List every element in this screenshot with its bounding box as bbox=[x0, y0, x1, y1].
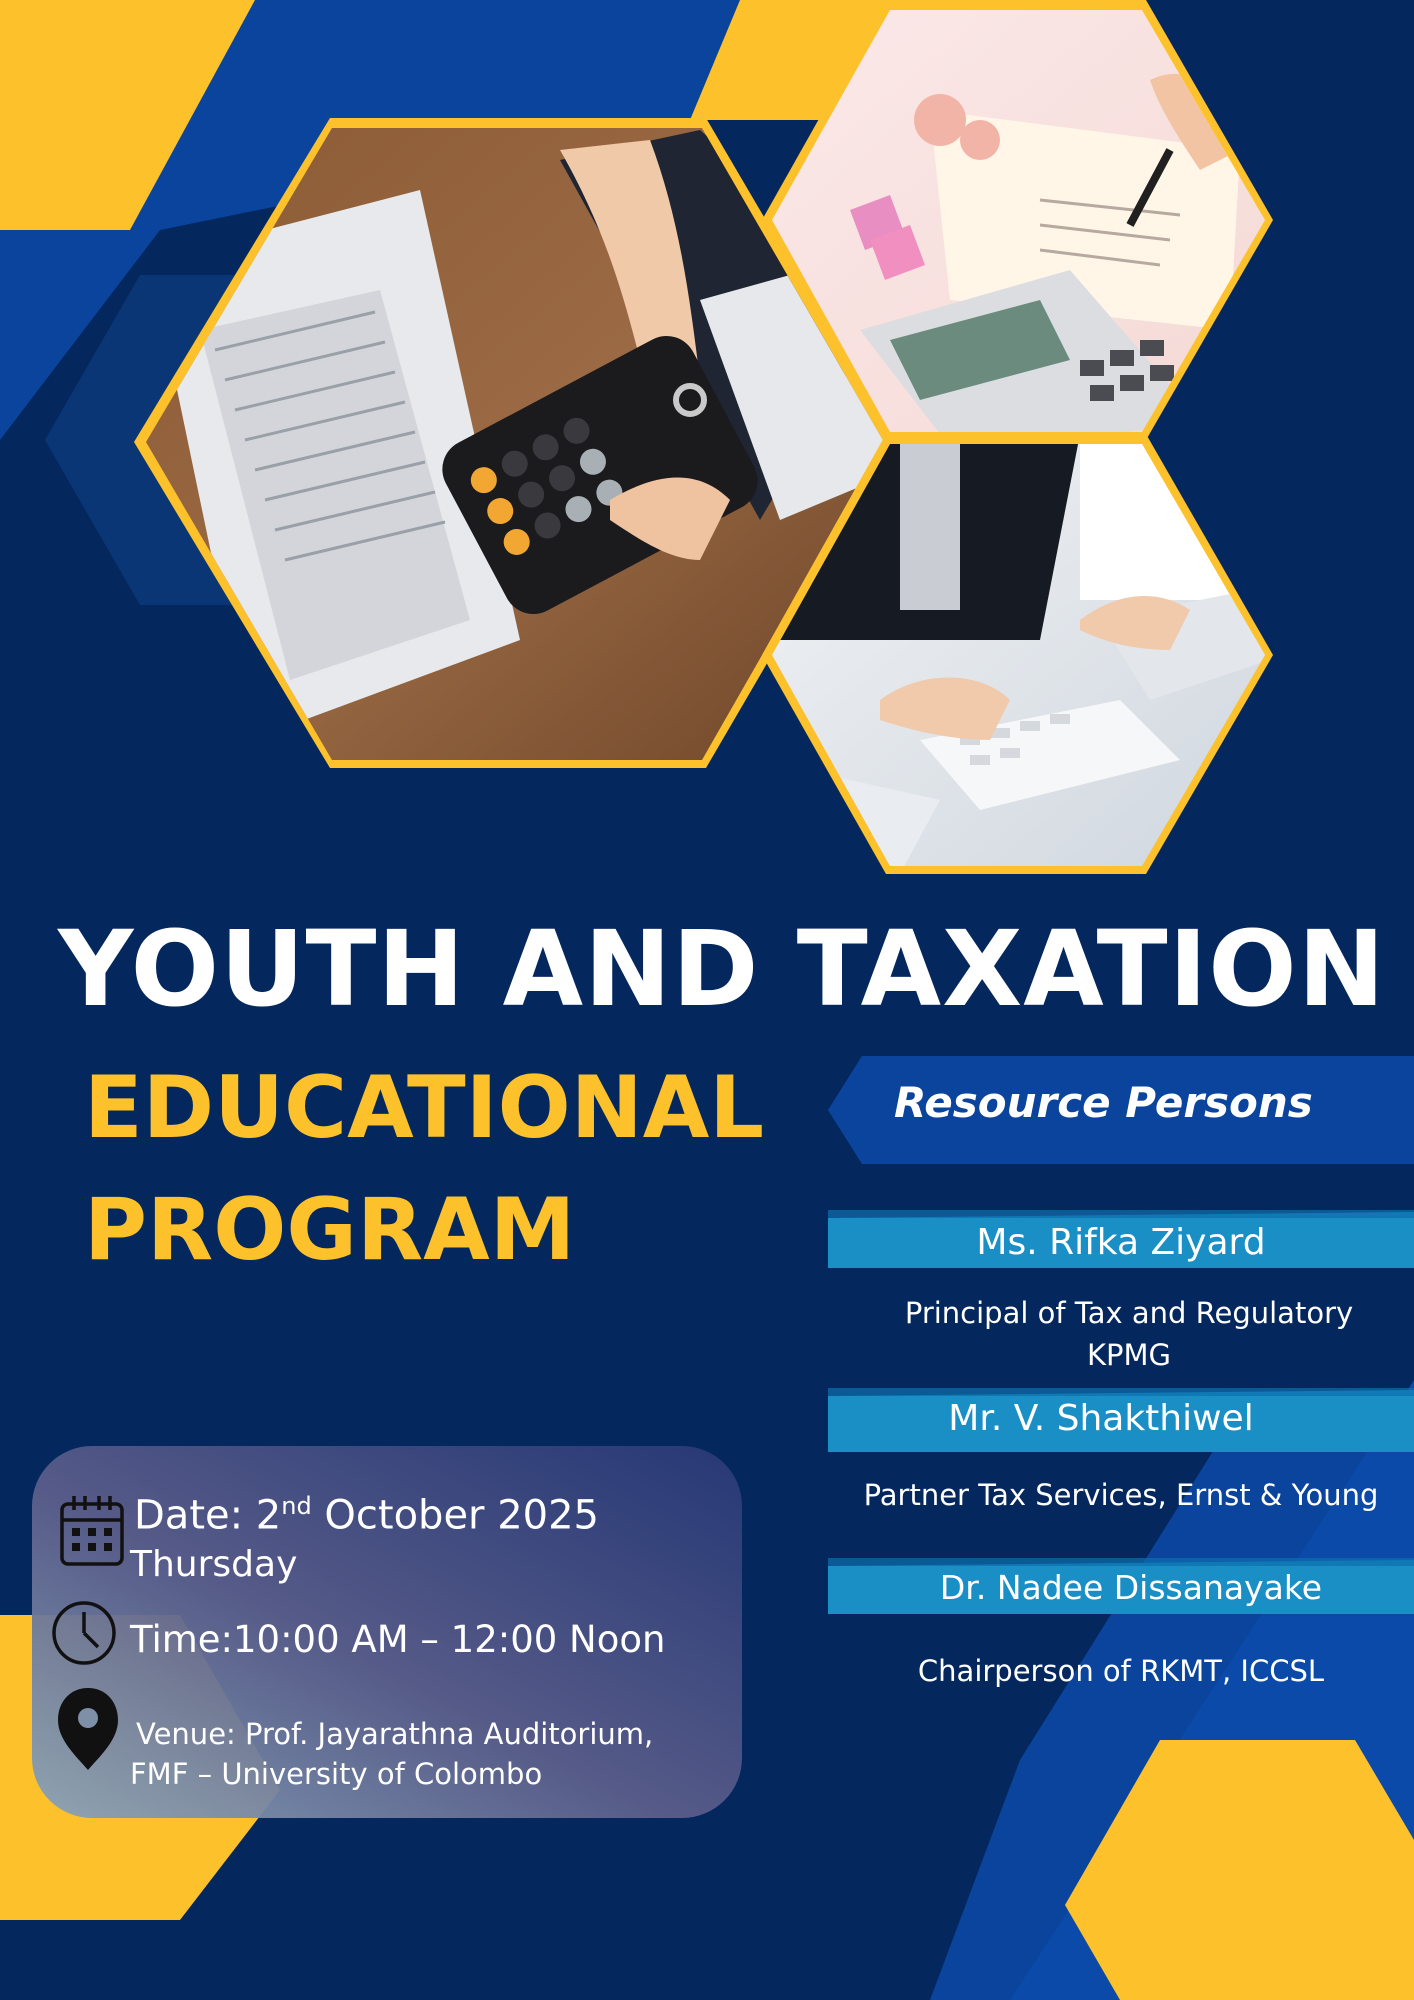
poster-title: YOUTH AND TAXATION bbox=[58, 908, 1386, 1030]
event-venue-line1: Venue: Prof. Jayarathna Auditorium, bbox=[136, 1717, 654, 1751]
event-day: Thursday bbox=[130, 1544, 298, 1585]
event-time: Time:10:00 AM – 12:00 Noon bbox=[130, 1618, 666, 1661]
event-date-ordinal: nd bbox=[281, 1492, 312, 1520]
poster-subtitle-line2: PROGRAM bbox=[84, 1180, 576, 1280]
person-3-role: Chairperson of RKMT, ICCSL bbox=[917, 1654, 1325, 1688]
event-venue bbox=[130, 1714, 696, 1794]
person-1-role-line2: KPMG bbox=[1087, 1338, 1171, 1372]
event-date-rest: October 2025 bbox=[311, 1492, 600, 1539]
person-2-role: Partner Tax Services, Ernst & Young bbox=[863, 1478, 1379, 1512]
resource-persons-heading: Resource Persons bbox=[894, 1078, 1313, 1127]
event-date-prefix: Date: 2 bbox=[134, 1492, 282, 1539]
poster-subtitle-line1: EDUCATIONAL bbox=[84, 1058, 765, 1158]
person-1-role bbox=[828, 1292, 1414, 1376]
person-1-name: Ms. Rifka Ziyard bbox=[976, 1222, 1266, 1263]
person-1-role-line1: Principal of Tax and Regulatory bbox=[904, 1296, 1354, 1330]
event-venue-line2: FMF – University of Colombo bbox=[130, 1757, 543, 1791]
person-3-name: Dr. Nadee Dissanayake bbox=[939, 1568, 1323, 1607]
person-2-name: Mr. V. Shakthiwel bbox=[948, 1398, 1254, 1439]
event-date bbox=[134, 1492, 599, 1538]
